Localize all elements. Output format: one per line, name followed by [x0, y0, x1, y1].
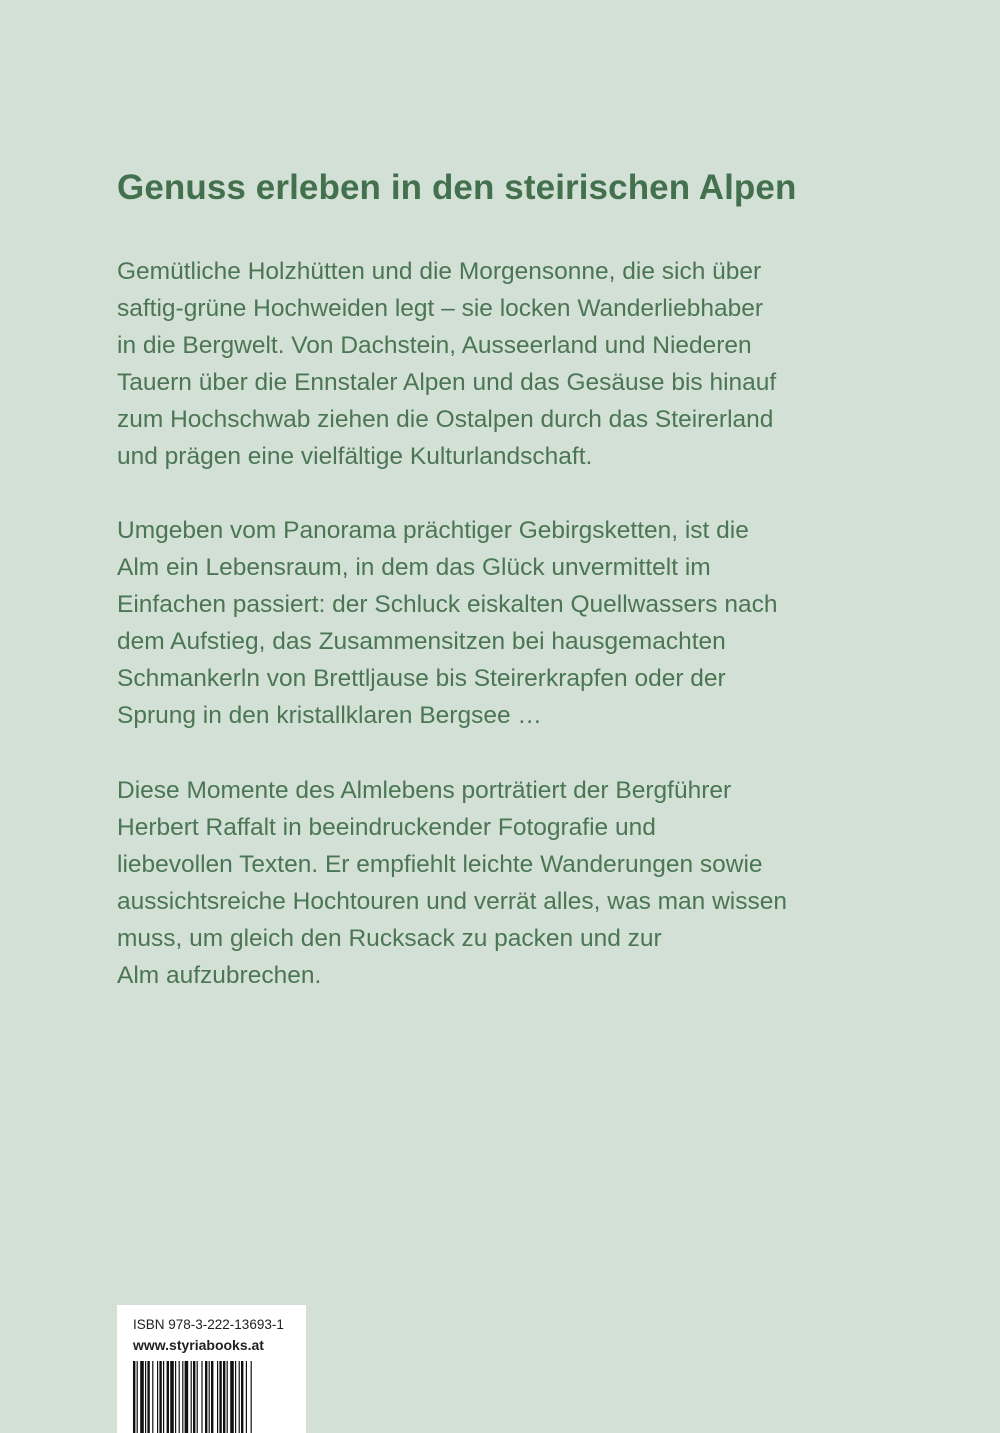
barcode-bar: [145, 1361, 146, 1433]
barcode-bar: [133, 1361, 135, 1433]
blurb-paragraph-3: [117, 772, 917, 994]
barcode-bar: [191, 1361, 192, 1433]
paragraph-line: Einfachen passiert: der Schluck eiskalten Quellwassers nach: [117, 591, 778, 618]
barcode-bar: [219, 1361, 221, 1433]
barcode-bar: [205, 1361, 207, 1433]
barcode-bar: [163, 1361, 164, 1433]
paragraph-line: saftig-grüne Hochweiden legt – sie locken Wanderliebhaber: [117, 295, 763, 322]
blurb-paragraph-2: [117, 512, 917, 734]
blurb-paragraph-1: [117, 253, 917, 475]
barcode-bar: [170, 1361, 174, 1433]
paragraph-line: Alm ein Lebensraum, in dem das Glück unvermittelt im: [117, 554, 711, 581]
barcode-bar: [239, 1361, 240, 1433]
paragraph-line: aussichtsreiche Hochtouren und verrät alles, was man wissen: [117, 888, 787, 915]
paragraph-line: und prägen eine vielfältige Kulturlandschaft.: [117, 443, 593, 470]
isbn-barcode-box: [117, 1305, 306, 1433]
barcode-bar: [159, 1361, 161, 1433]
barcode-bar: [201, 1361, 202, 1433]
barcode-bar: [152, 1361, 153, 1433]
paragraph-line: zum Hochschwab ziehen die Ostalpen durch das Steirerland: [117, 406, 774, 433]
barcode-bar: [209, 1361, 210, 1433]
barcode-bar: [167, 1361, 169, 1433]
paragraph-line: Gemütliche Holzhütten und die Morgensonne, die sich über: [117, 258, 762, 285]
barcode-bar: [235, 1361, 236, 1433]
paragraph-line: in die Bergwelt. Von Dachstein, Ausseerland und Niederen: [117, 332, 752, 359]
barcode-bar: [246, 1361, 247, 1433]
barcode-bar: [227, 1361, 228, 1433]
paragraph-line: Herbert Raffalt in beeindruckender Fotografie und: [117, 814, 656, 841]
paragraph-line: Schmankerln von Brettljause bis Steirerkrapfen oder der: [117, 665, 726, 692]
barcode-bar: [147, 1361, 149, 1433]
barcode-bar: [241, 1361, 243, 1433]
barcode-icon: [133, 1361, 291, 1433]
barcode-bar: [179, 1361, 180, 1433]
barcode-bar: [251, 1361, 252, 1433]
isbn-number: ISBN 978-3-222-13693-1: [133, 1317, 284, 1332]
barcode-bar: [175, 1361, 176, 1433]
publisher-website: www.styriabooks.at: [133, 1337, 264, 1353]
paragraph-line: Tauern über die Ennstaler Alpen und das Gesäuse bis hinauf: [117, 369, 777, 396]
barcode-bar: [137, 1361, 138, 1433]
barcode-bar: [185, 1361, 189, 1433]
barcode-bar: [217, 1361, 218, 1433]
cover-headline: Genuss erleben in den steirischen Alpen: [117, 168, 797, 207]
barcode-bar: [193, 1361, 195, 1433]
paragraph-line: Diese Momente des Almlebens porträtiert der Bergführer: [117, 777, 732, 804]
barcode-bar: [157, 1361, 158, 1433]
barcode-bar: [140, 1361, 144, 1433]
barcode-bar: [211, 1361, 213, 1433]
paragraph-line: Sprung in den kristallklaren Bergsee …: [117, 702, 542, 729]
barcode-bar: [182, 1361, 183, 1433]
barcode-bar: [197, 1361, 198, 1433]
paragraph-line: Umgeben vom Panorama prächtiger Gebirgsketten, ist die: [117, 517, 749, 544]
paragraph-line: liebevollen Texten. Er empfiehlt leichte Wanderungen sowie: [117, 851, 763, 878]
paragraph-line: dem Aufstieg, das Zusammensitzen bei hausgemachten: [117, 628, 726, 655]
barcode-bar: [230, 1361, 234, 1433]
paragraph-line: muss, um gleich den Rucksack zu packen und zur: [117, 925, 662, 952]
paragraph-line: Alm aufzubrechen.: [117, 962, 322, 989]
barcode-bar: [223, 1361, 225, 1433]
